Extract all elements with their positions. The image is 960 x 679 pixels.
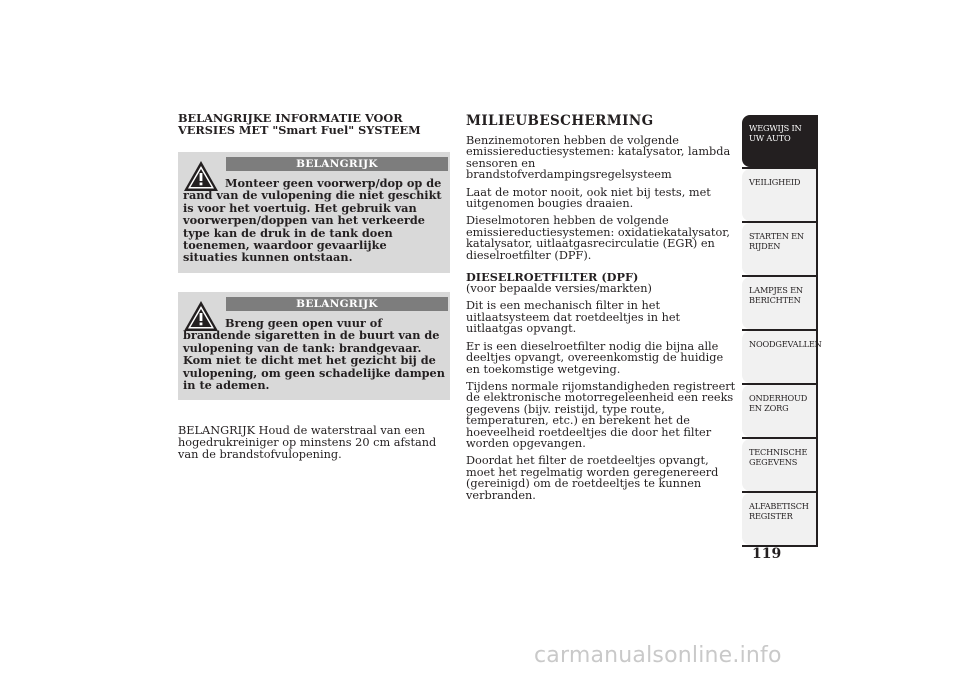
paragraph: Doordat het filter de roetdeeltjes opvangt, moet het regelmatig worden geregenereerd (gereinigd) om de roetdeeltjes te kunnen verbranden. xyxy=(466,454,719,502)
paragraph: Dieselmotoren hebben de volgende emissiereductiesystemen: oxidatiekatalysator, katalysator, uitlaatgasrecirculatie (EGR) en dieselroetfilter (DPF). xyxy=(466,214,730,262)
warning-box-2 xyxy=(178,292,450,400)
warning-label: BELANGRIJK xyxy=(226,297,448,311)
note-paragraph: BELANGRIJK Houd de waterstraal van een hogedrukreiniger op minstens 20 cm afstand van de brandstofvulopening. xyxy=(178,424,437,461)
tab-alfabetisch[interactable]: ALFABETISCH REGISTER xyxy=(742,493,818,545)
right-column xyxy=(466,113,736,507)
watermark: carmanualsonline.info xyxy=(534,643,782,668)
tab-technische[interactable]: TECHNISCHE GEGEVENS xyxy=(742,439,818,491)
warning-text: Breng geen open vuur of brandende sigaretten in de buurt van de vulopening van de tank: brandgevaar. Kom niet te dicht met het gezicht bij de vulopening, om geen schadelijke dampen in te ademen. xyxy=(183,316,445,393)
tab-lampjes[interactable]: LAMPJES EN BERICHTEN xyxy=(742,277,818,329)
tab-noodgevallen[interactable]: NOODGEVALLEN xyxy=(742,331,818,383)
tab-onderhoud[interactable]: ONDERHOUD EN ZORG xyxy=(742,385,818,437)
left-column xyxy=(178,112,454,136)
paragraph: Benzinemotoren hebben de volgende emissiereductiesystemen: katalysator, lambda sensoren en brandstofverdampingsregelsysteem xyxy=(466,134,731,182)
subsection-note: (voor bepaalde versies/markten) xyxy=(466,282,652,296)
subsection-title: DIESELROETFILTER (DPF) xyxy=(466,270,639,285)
section-heading: BELANGRIJKE INFORMATIE VOOR VERSIES MET "Smart Fuel" SYSTEEM xyxy=(178,111,421,137)
paragraph: Er is een dieselroetfilter nodig die bijna alle deeltjes opvangt, overeenkomstig de huidige en toekomstige wetgeving. xyxy=(466,339,724,376)
section-title: MILIEUBESCHERMING xyxy=(466,113,654,129)
warning-box-1 xyxy=(178,152,450,273)
warning-text: Monteer geen voorwerp/dop op de rand van de vulopening die niet geschikt is voor het voertuig. Het gebruik van voorwerpen/doppen van het verkeerde type kan de druk in de tank doen toenemen, waardoor gevaarlijke situaties kunnen ontstaan. xyxy=(183,176,442,265)
tab-veiligheid[interactable]: VEILIGHEID xyxy=(742,169,818,221)
tab-wegwijs[interactable]: WEGWIJS IN UW AUTO xyxy=(742,115,818,167)
paragraph: Dit is een mechanisch filter in het uitlaatsysteem dat roetdeeltjes in het uitlaatgas opvangt. xyxy=(466,299,681,336)
warning-label: BELANGRIJK xyxy=(226,157,448,171)
page-number: 119 xyxy=(752,546,782,562)
tab-starten[interactable]: STARTEN EN RIJDEN xyxy=(742,223,818,275)
paragraph: Laat de motor nooit, ook niet bij tests, met uitgenomen bougies draaien. xyxy=(466,185,711,211)
paragraph: Tijdens normale rijomstandigheden registreert de elektronische motorregeleenheid een reeks gegevens (bijv. reistijd, type route, temperaturen, etc.) en berekent het de hoeveelheid roetdeeltjes die door het filter worden opgevangen. xyxy=(466,379,736,450)
